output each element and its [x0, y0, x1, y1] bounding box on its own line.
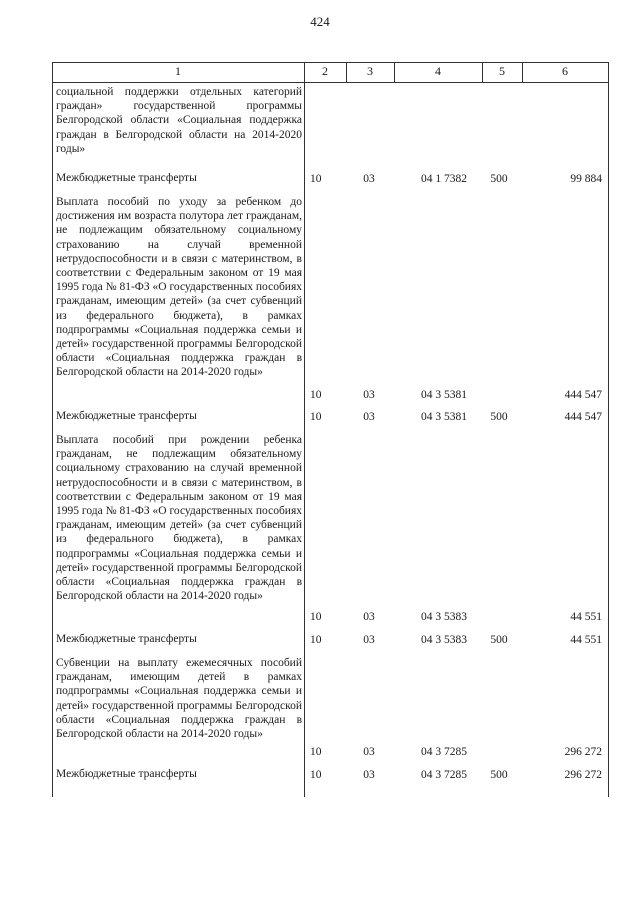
- cell-pr: 03: [363, 611, 375, 623]
- row-description: Выплата пособий по уходу за ребенком до достижения им возраста полутора лет гражданам, не подлежащим обязательному социальному страхованию на случай временной нетрудоспособности и в связи с материнством, в соответствии с Федеральным законом от 19 мая 1995 года № 81-ФЗ «О государственных пособиях гражданам, имеющим детей» (за счет субвенций из федерального бюджета), в рамках подпрограммы «Социальная поддержка семьи и детей» государственной программы Белгородской области «Социальная поддержка граждан в Белгородской области на 2014-2020 годы»: [56, 196, 302, 379]
- header-col-4: 4: [435, 64, 441, 78]
- row-description: Субвенции на выплату ежемесячных пособий гражданам, имеющим детей в рамках подпрограммы «Социальная поддержка семьи и детей» государственной программы Белгородской области «Социальная поддержка граждан в Белгородской области на 2014-2020 годы»: [56, 657, 302, 741]
- cell-vr: 500: [490, 411, 508, 423]
- cell-sum: 296 272: [564, 746, 602, 758]
- cell-pr: 03: [363, 411, 375, 423]
- header-col-5: 5: [499, 64, 505, 78]
- col-divider: [52, 62, 53, 797]
- col-divider: [608, 62, 609, 797]
- cell-sum: 444 547: [564, 389, 602, 401]
- cell-sum: 44 551: [570, 611, 602, 623]
- header-col-6: 6: [562, 64, 568, 78]
- cell-csr: 04 3 5381: [421, 411, 467, 423]
- header-col-3: 3: [367, 64, 373, 78]
- cell-rz: 10: [310, 769, 322, 781]
- cell-sum: 99 884: [570, 173, 602, 185]
- cell-csr: 04 3 7285: [421, 746, 467, 758]
- budget-table: [52, 62, 609, 797]
- cell-csr: 04 3 7285: [421, 769, 467, 781]
- col-divider: [304, 62, 305, 797]
- row-description: социальной поддержки отдельных категорий граждан» государственной программы Белгородской области «Социальная поддержка граждан в Белгородской области на 2014-2020 годы»: [56, 86, 302, 155]
- cell-rz: 10: [310, 634, 322, 646]
- cell-vr: 500: [490, 769, 508, 781]
- row-description: Межбюджетные трансферты: [56, 410, 197, 422]
- cell-pr: 03: [363, 389, 375, 401]
- table-top-border: [52, 62, 609, 63]
- header-col-2: 2: [322, 64, 328, 78]
- row-description: Выплата пособий при рождении ребенка гражданам, не подлежащим обязательному социальному страхованию на случай временной нетрудоспособности и в связи с материнством, в соответствии с Федеральным законом от 19 мая 1995 года № 81-ФЗ «О государственных пособиях гражданам, имеющим детей» (за счет субвенций из федерального бюджета), в рамках подпрограммы «Социальная поддержка семьи и детей» государственной программы Белгородской области «Социальная поддержка граждан в Белгородской области на 2014-2020 годы»: [56, 434, 302, 603]
- cell-sum: 44 551: [570, 634, 602, 646]
- cell-rz: 10: [310, 746, 322, 758]
- header-col-1: 1: [175, 64, 181, 78]
- cell-rz: 10: [310, 411, 322, 423]
- cell-rz: 10: [310, 173, 322, 185]
- cell-pr: 03: [363, 746, 375, 758]
- cell-sum: 444 547: [564, 411, 602, 423]
- cell-csr: 04 3 5383: [421, 611, 467, 623]
- cell-pr: 03: [363, 769, 375, 781]
- page-number: 424: [310, 14, 330, 29]
- cell-pr: 03: [363, 634, 375, 646]
- cell-pr: 03: [363, 173, 375, 185]
- cell-csr: 04 1 7382: [421, 173, 467, 185]
- cell-rz: 10: [310, 611, 322, 623]
- row-description: Межбюджетные трансферты: [56, 172, 197, 184]
- cell-csr: 04 3 5383: [421, 634, 467, 646]
- row-description: Межбюджетные трансферты: [56, 768, 197, 780]
- header-bottom-border: [52, 82, 609, 83]
- cell-vr: 500: [490, 173, 508, 185]
- row-description: Межбюджетные трансферты: [56, 633, 197, 645]
- cell-sum: 296 272: [564, 769, 602, 781]
- cell-csr: 04 3 5381: [421, 389, 467, 401]
- cell-rz: 10: [310, 389, 322, 401]
- cell-vr: 500: [490, 634, 508, 646]
